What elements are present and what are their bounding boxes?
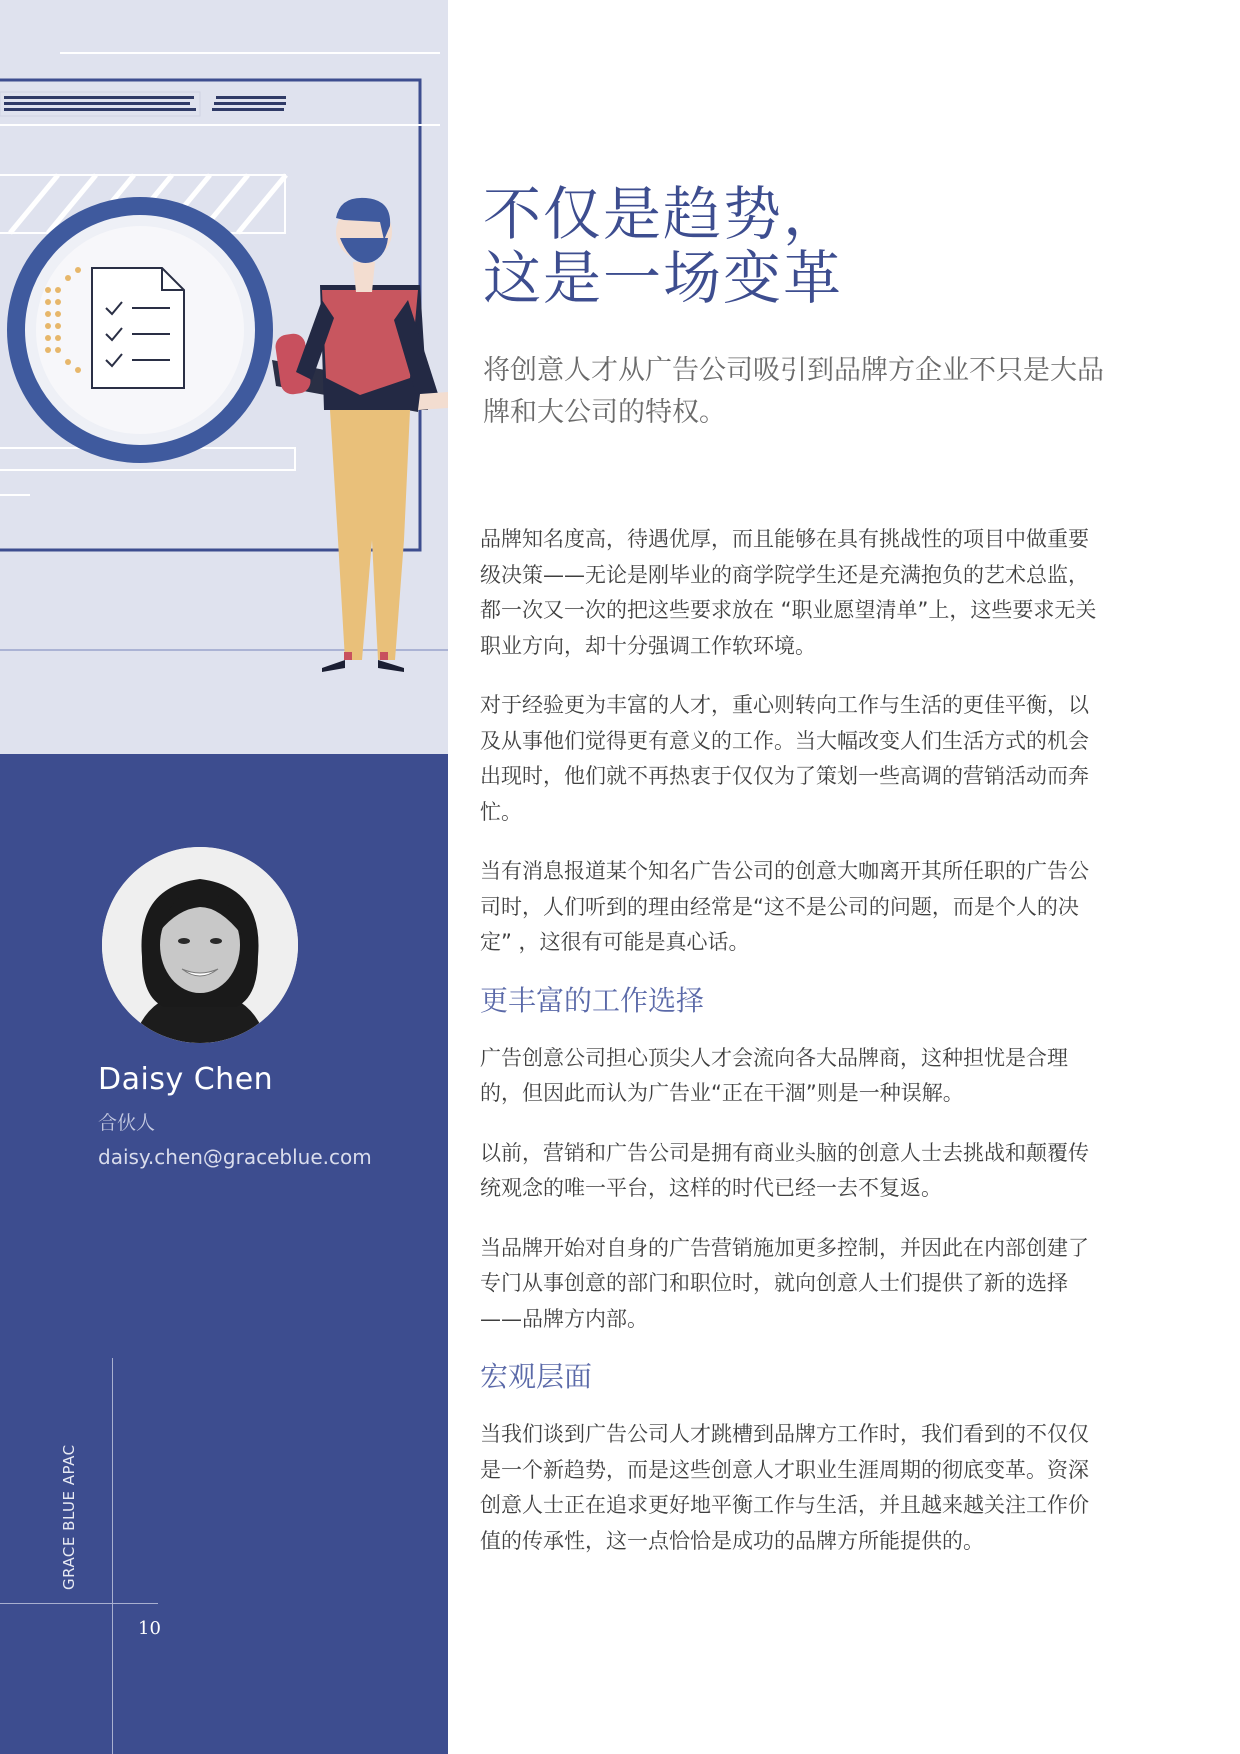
header-illustration: [0, 0, 448, 754]
portrait-image: [102, 847, 298, 1043]
guide-line-vertical: [112, 1358, 113, 1754]
page-number: 10: [138, 1618, 161, 1639]
article-body: [480, 522, 1100, 1583]
title-line-2: 这是一场变革: [483, 244, 844, 312]
paragraph-4: 广告创意公司担心顶尖人才会流向各大品牌商，这种担忧是合理的，但因此而认为广告业“正在干涸”则是一种误解。: [480, 1045, 1068, 1105]
title-line-1: 不仅是趋势，: [483, 180, 844, 248]
left-column: [0, 0, 448, 1754]
presenter-illustration: [0, 0, 448, 754]
avatar: [102, 847, 298, 1043]
person-name: Daisy Chen: [98, 1062, 274, 1097]
paragraph-2: 对于经验更为丰富的人才，重心则转向工作与生活的更佳平衡，以及从事他们觉得更有意义的工作。当大幅改变人们生活方式的机会出现时，他们就不再热衷于仅仅为了策划一些高调的营销活动而奔忙。: [480, 693, 1089, 824]
page-title: [483, 182, 843, 310]
paragraph-7: 当我们谈到广告公司人才跳槽到品牌方工作时，我们看到的不仅仅是一个新趋势，而是这些创意人才职业生涯周期的彻底变革。资深创意人士正在追求更好地平衡工作与生活，并且越来越关注工作价值的传承性，这一点恰恰是成功的品牌方所能提供的。: [480, 1422, 1089, 1553]
paragraph-5: 以前，营销和广告公司是拥有商业头脑的创意人士去挑战和颠覆传统观念的唯一平台，这样的时代已经一去不复返。: [480, 1140, 1089, 1200]
person-role: 合伙人: [98, 1112, 156, 1134]
section-heading-macro: 宏观层面: [480, 1360, 593, 1393]
person-email[interactable]: daisy.chen@graceblue.com: [98, 1145, 372, 1169]
guide-line-horizontal: [0, 1603, 158, 1604]
paragraph-3: 当有消息报道某个知名广告公司的创意大咖离开其所任职的广告公司时，人们听到的理由经常是“这不是公司的问题，而是个人的决定” ，这很有可能是真心话。: [480, 859, 1089, 954]
lead-paragraph: 将创意人才从广告公司吸引到品牌方企业不只是大品牌和大公司的特权。: [483, 355, 1104, 428]
section-heading-choices: 更丰富的工作选择: [480, 983, 705, 1017]
paragraph-1: 品牌知名度高，待遇优厚，而且能够在具有挑战性的项目中做重要级决策——无论是刚毕业的商学院学生还是充满抱负的艺术总监，都一次又一次的把这些要求放在 “职业愿望清单”上，这些要求无关职业方向，却十分强调工作软环境。: [480, 527, 1097, 658]
paragraph-6: 当品牌开始对自身的广告营销施加更多控制，并因此在内部创建了专门从事创意的部门和职位时，就向创意人士们提供了新的选择——品牌方内部。: [480, 1235, 1089, 1331]
profile-panel: [0, 754, 448, 1754]
brand-label: GRACE BLUE APAC: [60, 1444, 78, 1590]
